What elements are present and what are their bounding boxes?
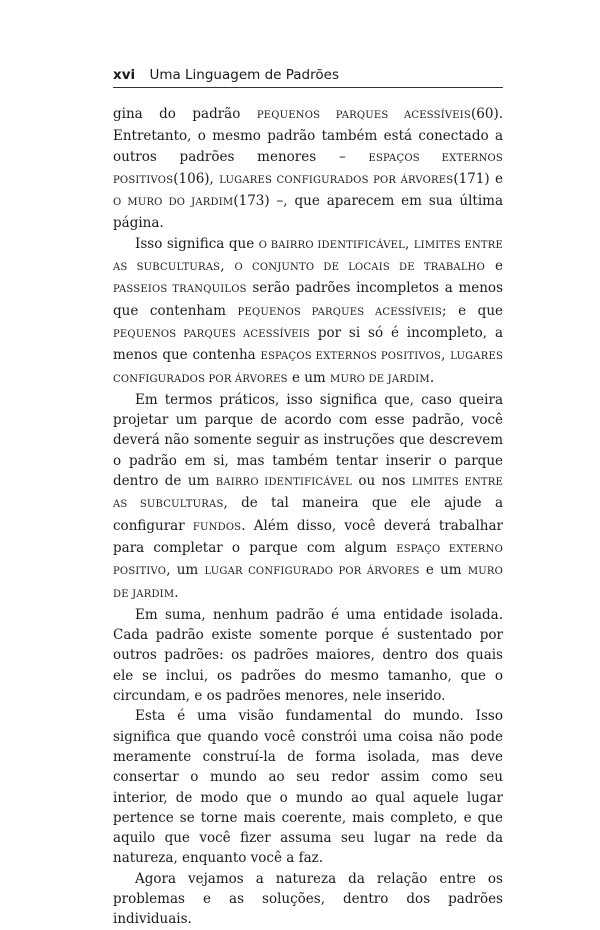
text-run: Esta é uma visão fundamental do mundo. Isso significa que quando você constrói uma coisa não pode meramente construí-la de forma isolada, mas deve consertar o mundo ao seu redor assim como seu interior, de modo que o mundo ao qual aquele lugar pertence se torne mais coerente, mais completo, e que aquilo que você fizer assuma seu lugar na rede da natureza, enquanto você a faz. <box>113 708 503 867</box>
text-run: serão padrões incompletos a menos que contenham <box>113 280 503 319</box>
text-run: (171) e <box>453 170 503 187</box>
text-run: gina do padrão <box>113 106 257 122</box>
text-run: , <box>441 347 451 364</box>
pattern-name: O MURO DO JARDIM <box>113 197 234 209</box>
text-run: (173) –, que aparecem em sua última página. <box>113 193 504 232</box>
pattern-name: MURO DE JARDIM <box>330 373 430 385</box>
running-header <box>113 66 503 88</box>
pattern-name: O BAIRRO IDENTIFICÁVEL <box>258 239 405 251</box>
page-number: xvi <box>113 67 136 83</box>
text-run: e um <box>287 369 331 386</box>
text-run: (60). Entretanto, o mesmo padrão também está conectado a outros padrões menores – <box>113 106 504 165</box>
pattern-name: LIMITES ENTRE AS SUBCULTURAS <box>113 477 503 511</box>
text-run: (106), <box>173 170 220 187</box>
text-run: . <box>174 584 179 601</box>
text-run: Isso significa que <box>135 235 259 252</box>
text-run: , de tal maneira que ele ajude a configurar <box>113 495 504 534</box>
pattern-name: PEQUENOS PARQUES ACESSÍVEIS <box>237 306 442 318</box>
text-run: Em termos práticos, isso significa que, caso queira projetar um parque de acordo com esse padrão, você deverá não somente seguir as instruções que descrevem o padrão em si, mas também tentar inserir o parque dentro de um <box>113 391 503 490</box>
paragraph <box>113 234 503 390</box>
pattern-name: O CONJUNTO DE LOCAIS DE TRABALHO <box>234 262 485 274</box>
pattern-name: PEQUENOS PARQUES ACESSÍVEIS <box>113 328 310 340</box>
pattern-name: ESPAÇOS EXTERNOS POSITIVOS <box>260 351 442 363</box>
text-run: e um <box>419 562 468 579</box>
text-run: , <box>405 235 414 252</box>
pattern-name: PASSEIOS TRANQUILOS <box>113 284 247 296</box>
paragraph <box>113 605 503 706</box>
text-run: ; e que <box>441 302 504 319</box>
paragraph <box>113 390 503 605</box>
pattern-name: FUNDOS <box>192 521 242 533</box>
pattern-name: LUGARES CONFIGURADOS POR ÁRVORES <box>219 174 454 186</box>
text-run: Em suma, nenhum padrão é uma entidade isolada. Cada padrão existe somente porque é sustentado por outros padrões: os padrões maiores, dentro dos quais ele se inclui, os padrões do mesmo tamanho, que o circundam, e os padrões menores, nele inserido. <box>113 606 503 705</box>
pattern-name: ESPAÇOS EXTERNOS POSITIVOS <box>113 152 503 186</box>
text-run: , <box>220 258 235 275</box>
paragraph <box>113 706 503 868</box>
text-run: . <box>429 369 435 386</box>
text-run: Agora vejamos a natureza da relação entre os problemas e as soluções, dentro dos padrões individuais. <box>113 870 503 928</box>
pattern-name: LIMITES ENTRE AS SUBCULTURAS <box>113 239 503 274</box>
pattern-name: ESPAÇO EXTERNO POSITIVO <box>113 543 503 578</box>
body-text <box>113 104 503 930</box>
pattern-name: LUGARES CONFIGURADOS POR ÁRVORES <box>113 351 503 385</box>
text-run: , um <box>166 562 205 579</box>
text-run: . Além disso, você deverá trabalhar para completar o parque com algum <box>113 517 503 556</box>
pattern-name: PEQUENOS PARQUES ACESSÍVEIS <box>256 110 471 121</box>
paragraph <box>113 869 503 930</box>
pattern-name: BAIRRO IDENTIFICÁVEL <box>215 477 352 489</box>
text-run: e <box>484 258 503 275</box>
text-run: por si só é incompleto, a menos que contenha <box>113 324 503 364</box>
pattern-name: LUGAR CONFIGURADO POR ÁRVORES <box>204 566 420 578</box>
running-title: Uma Linguagem de Padrões <box>149 67 339 83</box>
pattern-name: MURO DE JARDIM <box>113 566 504 600</box>
paragraph <box>113 104 503 234</box>
text-run: ou nos <box>351 473 412 490</box>
